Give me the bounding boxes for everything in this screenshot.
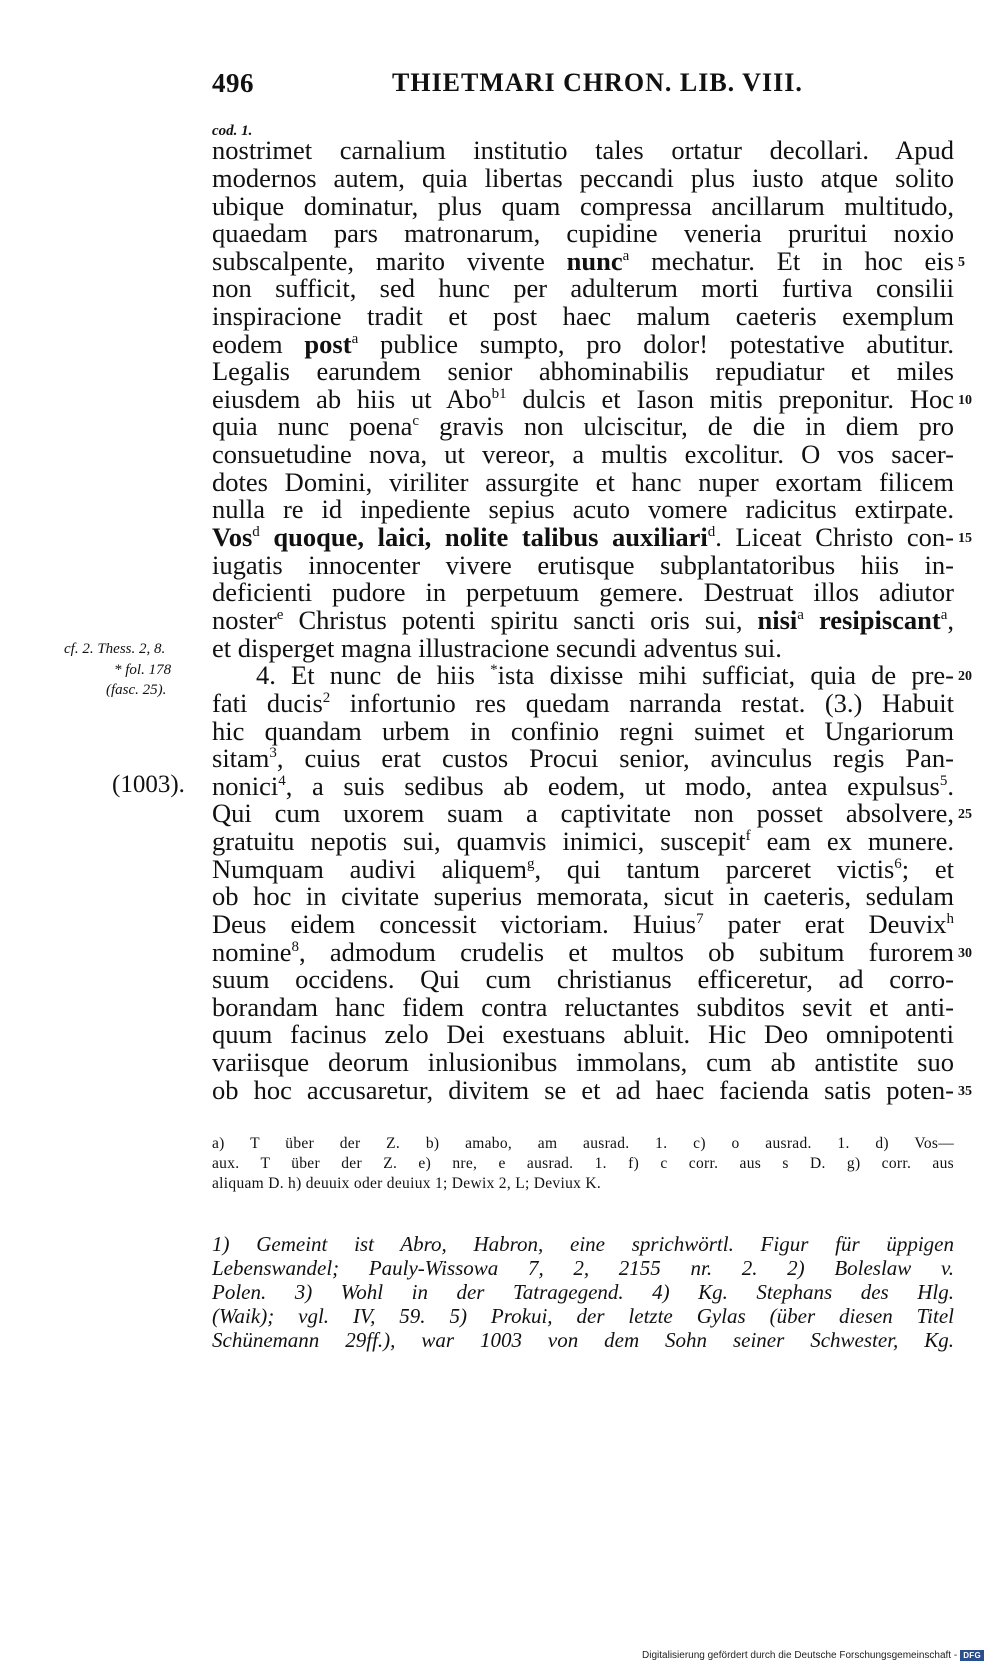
text-line: nonici$^4$, a suis sedibus ab eodem, ut modo, antea expulsus$^5$. [212,771,954,801]
text-line: fati ducis$^2$ infortunio res quedam narranda restat. (3.) Habuit [212,688,954,718]
text-line: nulla re id inpediente sepius acuto vomere radicitus extirpate. [212,494,954,524]
text-line: borandam hanc fidem contra reluctantes subditos sevit et anti- [212,992,954,1022]
text-line: noster$^e$ Christus potenti spiritu sancti oris sui, nisi$^a$ resipiscant$^a$, [212,605,955,635]
text-line: ob hoc accusaretur, divitem se et ad haec facienda satis poten- [212,1075,954,1105]
running-head: THIETMARI CHRON. LIB. VIII. [392,68,803,97]
text-line: ob hoc in civitate superius memorata, sicut in caeteris, sedulam [212,881,954,911]
margin-fascicle: (fasc. 25). [106,682,167,698]
line-number: 10 [958,393,972,408]
line-number: 15 [958,531,972,546]
credit-text: Digitalisierung gefördert durch die Deutsche Forschungsgemeinschaft - [642,1650,958,1661]
text-line: non sufficit, sed hunc per adulterum morti furtiva consilii [212,273,954,303]
page-number: 496 [212,68,254,98]
footnote-line: Lebenswandel; Pauly-Wissowa 7, 2, 2155 nr. 2. 2) Boleslaw v. [212,1256,954,1280]
text-line: Deus eidem concessit victoriam. Huius$^7$ pater erat Deuvix$^h$ [212,909,954,939]
text-line: iugatis innocenter vivere erutisque subplantatoribus hiis in- [212,550,954,580]
apparatus-line: aux. T über der Z. e) nre, e ausrad. 1. f) c corr. aus s D. g) corr. aus [212,1155,954,1172]
line-number: 35 [958,1084,972,1099]
footnote-line: (Waik); vgl. IV, 59. 5) Prokui, der letzte Gylas (über diesen Titel [212,1304,954,1328]
footnote-line: Polen. 3) Wohl in der Tatragegend. 4) Kg. Stephans des Hlg. [212,1280,954,1304]
dfg-logo: DFG [960,1650,984,1661]
text-line: consuetudine nova, ut vereor, a multis excolitur. O vos sacer- [212,439,954,469]
line-number: 20 [958,669,972,684]
text-line: nomine$^8$, admodum crudelis et multos ob subitum furorem [212,937,954,967]
text-line: ubique dominatur, plus quam compressa ancillarum multitudo, [212,191,954,221]
text-line: eiusdem ab hiis ut Abo$^{b1}$ dulcis et Iason mitis preponitur. Hoc [212,384,954,414]
apparatus-line: aliquam D. h) deuuix oder deuiux 1; Dewix 2, L; Deviux K. [212,1175,602,1192]
text-line: Vos$^d$ quoque, laici, nolite talibus auxiliari$^d$. Liceat Christo con- [212,522,955,552]
text-line: subscalpente, marito vivente nunc$^a$ mechatur. Et in hoc eis [212,246,954,276]
text-line: variisque deorum inlusionibus immolans, cum ab antistite suo [212,1047,954,1077]
text-line: modernos autem, quia libertas peccandi plus iusto atque solito [212,163,954,193]
text-line: Numquam audivi aliquem$^g$, qui tantum parceret victis$^6$; et [212,854,954,884]
text-line: nostrimet carnalium institutio tales ortatur decollari. Apud [212,135,954,165]
text-line: dotes Domini, viriliter assurgite et hanc nuper exortam filicem [212,467,954,497]
text-line: deficienti pudore in perpetuum gemere. Destruat illos adiutor [212,577,954,607]
footnote-line: Schünemann 29ff.), war 1003 von dem Sohn seiner Schwester, Kg. [212,1328,954,1352]
text-line: hic quandam urbem in confinio regni suimet et Ungariorum [212,716,954,746]
text-line: 4. Et nunc de hiis *ista dixisse mihi sufficiat, quia de pre- [256,660,954,690]
text-line: quaedam pars matronarum, cupidine veneria pruritui noxio [212,218,954,248]
text-line: quia nunc poena$^c$ gravis non ulciscitur, de die in diem pro [212,411,955,441]
margin-year: (1003). [112,771,185,798]
digitization-credit [642,1650,984,1661]
text-line: Qui cum uxorem suam a captivitate non posset absolvere, [212,798,954,828]
line-number: 30 [958,946,972,961]
text-line: inspiracione tradit et post haec malum caeteris exemplum [212,301,954,331]
margin-folio: * fol. 178 [114,662,172,678]
apparatus-line: a) T über der Z. b) amabo, am ausrad. 1. c) o ausrad. 1. d) Vos— [212,1135,954,1152]
text-line: eodem post$^a$ publice sumpto, pro dolor! potestative abutitur. [212,329,955,359]
codex-label: cod. 1. [212,123,253,139]
footnote-line: 1) Gemeint ist Abro, Habron, eine sprichwörtl. Figur für üppigen [212,1232,954,1256]
line-number: 5 [958,255,965,270]
line-number: 25 [958,807,972,822]
text-line: et disperget magna illustracione secundi adventus sui. [212,633,782,663]
text-line: Legalis earundem senior abhominabilis repudiatur et miles [212,356,954,386]
text-line: quum facinus zelo Dei exestuans abluit. Hic Deo omnipotenti [212,1019,954,1049]
text-line: sitam$^3$, cuius erat custos Procui senior, avinculus regis Pan- [212,743,954,773]
margin-reference-thess: cf. 2. Thess. 2, 8. [64,641,166,657]
text-line: gratuitu nepotis sui, quamvis inimici, suscepit$^f$ eam ex munere. [212,826,954,856]
text-line: suum occidens. Qui cum christianus efficeretur, ad corro- [212,964,954,994]
